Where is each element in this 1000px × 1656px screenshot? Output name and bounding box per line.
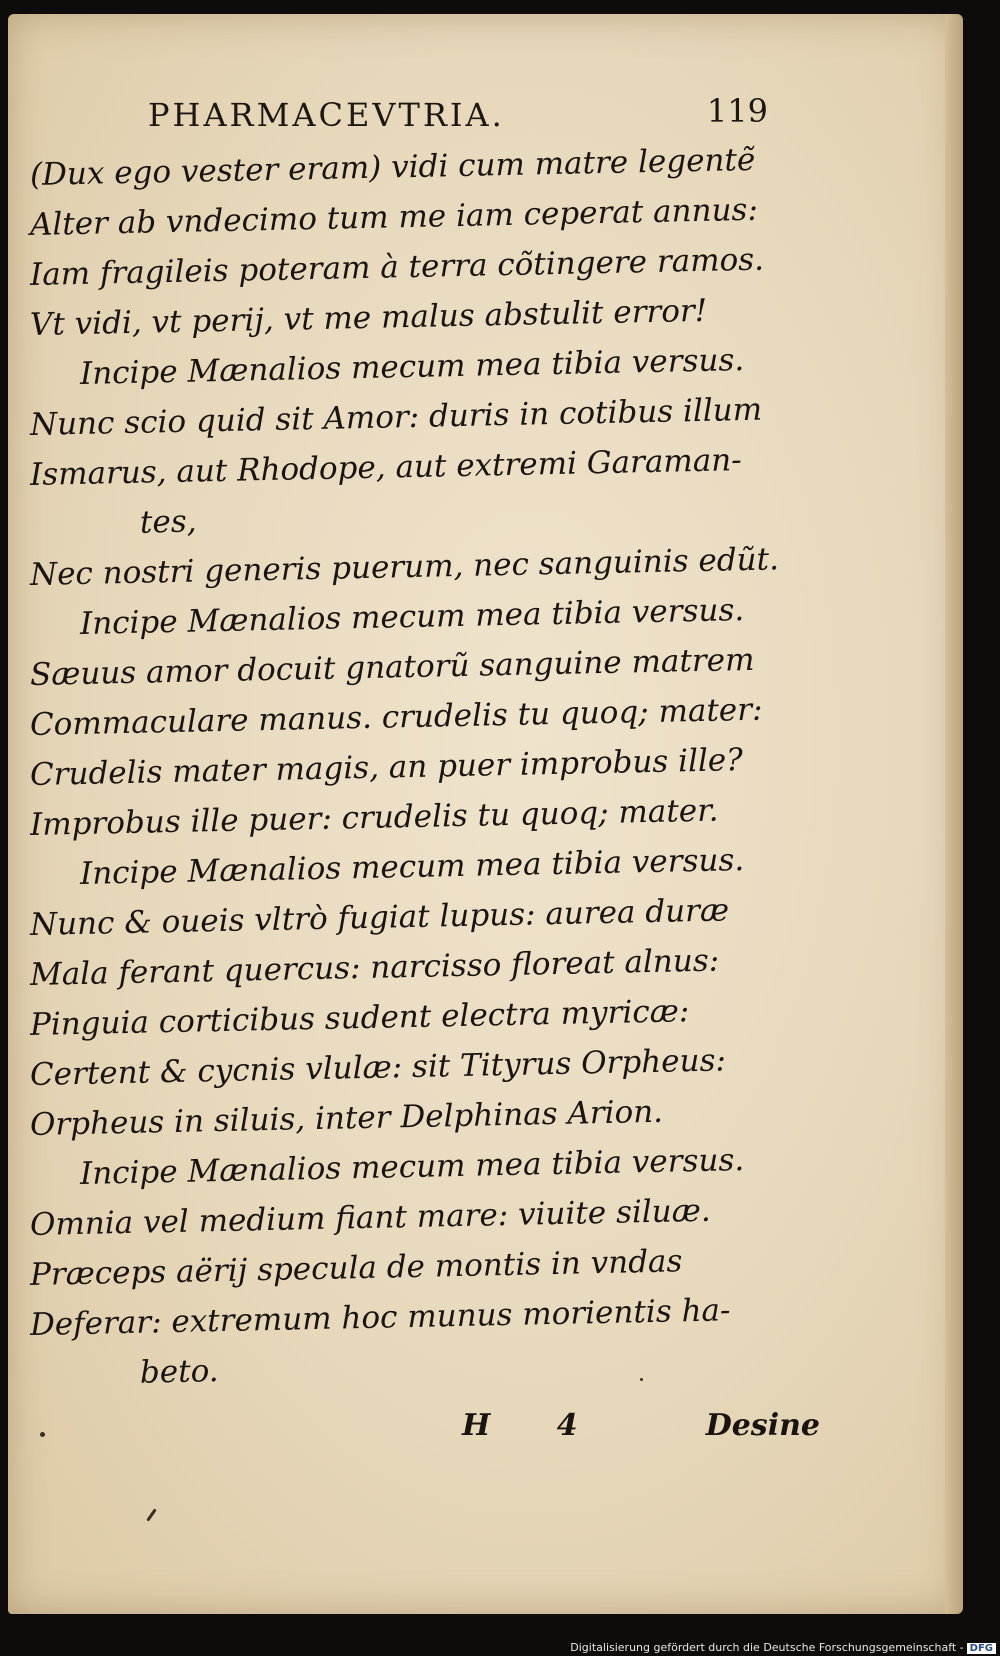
verse-line: Pinguia corticibus sudent electra myricæ: <box>29 993 690 1043</box>
verse-line: Iam fragileis poteram à terra cõtingere ramos. <box>29 241 765 293</box>
running-title: PHARMACEVTRIA. <box>148 96 505 134</box>
verse-line: Incipe Mænalios mecum mea tibia versus. <box>79 842 745 892</box>
verse-line: Sæuus amor docuit gnatorũ sanguine matrem <box>29 641 755 693</box>
verse-line: tes, <box>139 503 197 541</box>
verse-line: (Dux ego vester eram) vidi cum matre legentẽ <box>29 141 756 193</box>
verse-line: Nec nostri generis puerum, nec sanguinis edũt. <box>29 541 780 593</box>
page-number: 119 <box>706 92 768 130</box>
credit-text: Digitalisierung gefördert durch die Deutsche Forschungsgemeinschaft - <box>570 1641 964 1654</box>
verse-line: Incipe Mænalios mecum mea tibia versus. <box>79 1142 745 1192</box>
verse-line: Incipe Mænalios mecum mea tibia versus. <box>79 592 745 642</box>
verse-line: Improbus ille puer: crudelis tu quoq; mater. <box>29 792 719 843</box>
catchword: Desine <box>705 1408 820 1443</box>
page-footer <box>30 1408 820 1458</box>
verse-line: Certent & cycnis vlulæ: sit Tityrus Orpheus: <box>29 1042 727 1093</box>
signature-mark: H 4 <box>462 1408 606 1443</box>
verse-block <box>29 141 830 1400</box>
verse-line: Commaculare manus. crudelis tu quoq; mater: <box>29 691 763 743</box>
verse-line: Orpheus in siluis, inter Delphinas Arion. <box>29 1093 664 1143</box>
verse-line: Ismarus, aut Rhodope, aut extremi Garaman- <box>29 442 743 493</box>
verse-line: Vt vidi, vt perij, vt me malus abstulit error! <box>29 292 708 343</box>
dfg-logo-icon: DFG <box>967 1643 996 1654</box>
ink-fleck <box>640 1378 643 1381</box>
verse-line: Alter ab vndecimo tum me iam ceperat annus: <box>29 191 759 243</box>
verse-line: Crudelis mater magis, an puer improbus ille? <box>29 742 744 793</box>
verse-line: Deferar: extremum hoc munus morientis ha- <box>29 1292 731 1343</box>
verse-line: Præceps aërij specula de montis in vndas <box>29 1243 683 1293</box>
verse-line: Mala ferant quercus: narcisso floreat alnus: <box>29 942 720 993</box>
verse-line: Omnia vel medium fiant mare: viuite siluæ. <box>29 1192 712 1243</box>
verse-line: Nunc scio quid sit Amor: duris in cotibus illum <box>29 391 763 443</box>
verse-line: Incipe Mænalios mecum mea tibia versus. <box>79 342 745 392</box>
verse-line: Nunc & oueis vltrò fugiat lupus: aurea duræ <box>29 892 730 943</box>
verse-line: beto. <box>139 1353 219 1391</box>
digitization-credit <box>570 1641 996 1654</box>
ink-fleck <box>40 1432 45 1437</box>
page-edge <box>945 14 963 1614</box>
